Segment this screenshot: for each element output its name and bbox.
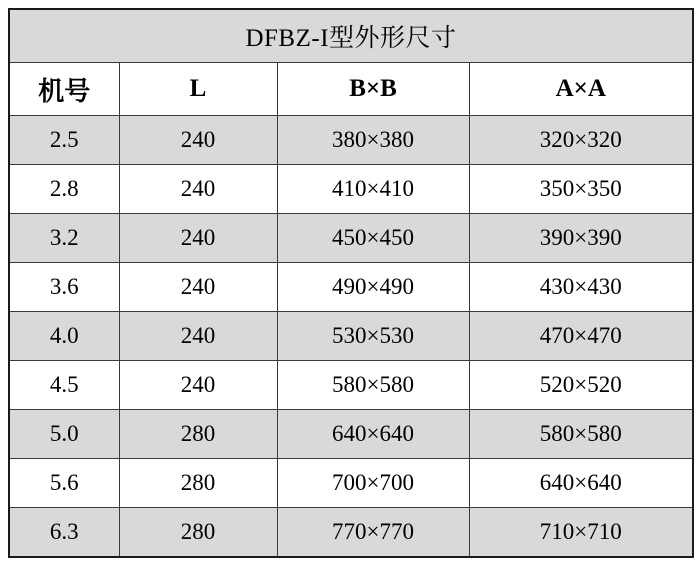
cell-axa: 580×580 bbox=[469, 410, 693, 459]
column-header-axa: A×A bbox=[469, 63, 693, 116]
cell-l: 240 bbox=[119, 116, 277, 165]
table-row bbox=[9, 410, 693, 459]
cell-l: 240 bbox=[119, 214, 277, 263]
table-row bbox=[9, 263, 693, 312]
cell-model: 4.5 bbox=[9, 361, 119, 410]
cell-axa: 470×470 bbox=[469, 312, 693, 361]
cell-axa: 520×520 bbox=[469, 361, 693, 410]
cell-axa: 710×710 bbox=[469, 508, 693, 558]
cell-model: 3.6 bbox=[9, 263, 119, 312]
table-header-row bbox=[9, 63, 693, 116]
cell-l: 240 bbox=[119, 312, 277, 361]
table-row bbox=[9, 165, 693, 214]
cell-l: 240 bbox=[119, 263, 277, 312]
cell-bxb: 530×530 bbox=[277, 312, 469, 361]
table-body bbox=[9, 9, 693, 557]
table-row bbox=[9, 508, 693, 558]
table-row bbox=[9, 361, 693, 410]
cell-l: 240 bbox=[119, 165, 277, 214]
column-header-bxb: B×B bbox=[277, 63, 469, 116]
cell-bxb: 640×640 bbox=[277, 410, 469, 459]
column-header-model: 机号 bbox=[9, 63, 119, 116]
cell-model: 6.3 bbox=[9, 508, 119, 558]
cell-model: 3.2 bbox=[9, 214, 119, 263]
table-title-row bbox=[9, 9, 693, 63]
cell-bxb: 410×410 bbox=[277, 165, 469, 214]
cell-model: 2.8 bbox=[9, 165, 119, 214]
cell-bxb: 450×450 bbox=[277, 214, 469, 263]
cell-bxb: 380×380 bbox=[277, 116, 469, 165]
cell-axa: 430×430 bbox=[469, 263, 693, 312]
cell-bxb: 770×770 bbox=[277, 508, 469, 558]
cell-l: 280 bbox=[119, 410, 277, 459]
cell-model: 5.6 bbox=[9, 459, 119, 508]
cell-bxb: 490×490 bbox=[277, 263, 469, 312]
cell-model: 2.5 bbox=[9, 116, 119, 165]
cell-l: 280 bbox=[119, 508, 277, 558]
cell-l: 280 bbox=[119, 459, 277, 508]
table-row bbox=[9, 214, 693, 263]
table-row bbox=[9, 312, 693, 361]
table-title: DFBZ-I型外形尺寸 bbox=[9, 9, 693, 63]
cell-axa: 350×350 bbox=[469, 165, 693, 214]
table-row bbox=[9, 116, 693, 165]
cell-axa: 320×320 bbox=[469, 116, 693, 165]
cell-l: 240 bbox=[119, 361, 277, 410]
column-header-l: L bbox=[119, 63, 277, 116]
table-row bbox=[9, 459, 693, 508]
cell-model: 4.0 bbox=[9, 312, 119, 361]
dimensions-table bbox=[8, 8, 694, 558]
cell-axa: 390×390 bbox=[469, 214, 693, 263]
cell-axa: 640×640 bbox=[469, 459, 693, 508]
cell-bxb: 580×580 bbox=[277, 361, 469, 410]
cell-model: 5.0 bbox=[9, 410, 119, 459]
cell-bxb: 700×700 bbox=[277, 459, 469, 508]
